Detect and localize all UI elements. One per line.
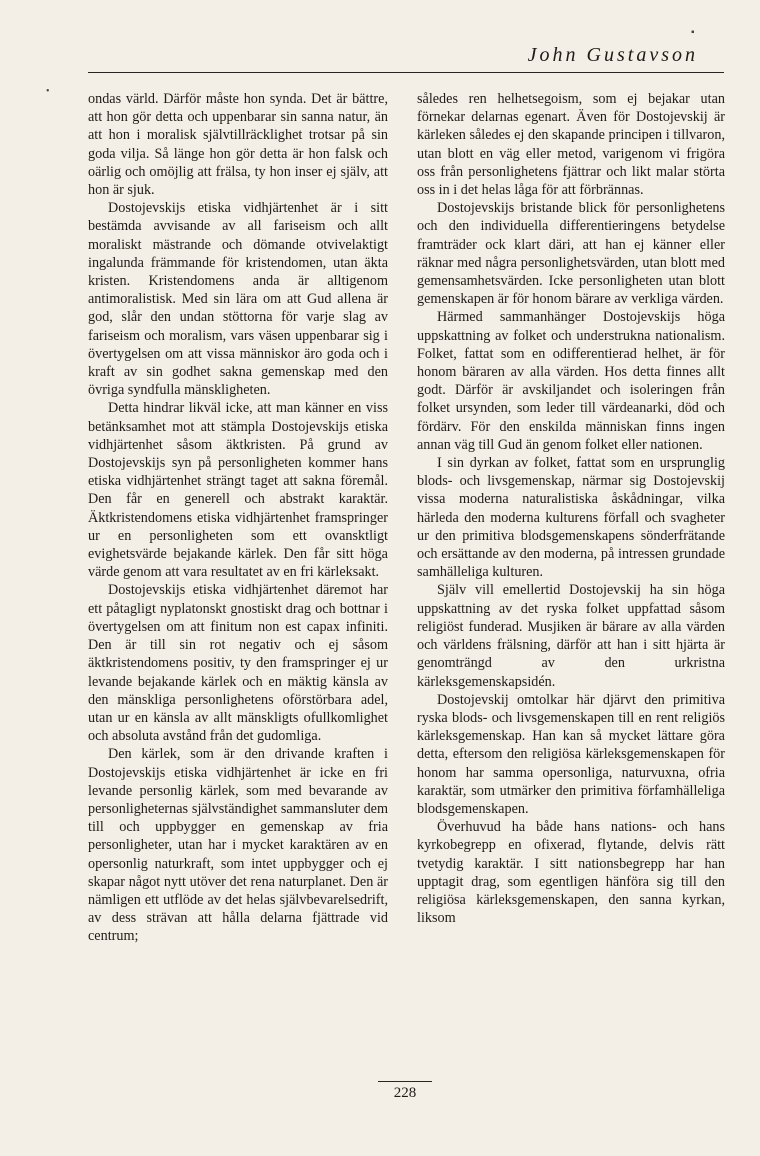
paragraph: Överhuvud ha både hans nations- och hans kyrkobegrepp en ofixerad, flytande, delvis rätt tvetydig karaktär. I sitt nationsbegrepp har han upptagit drag, som egentligen hänföra sig till den religiösa kärleksgemenskapen, den sanna kyrkan, liksom [417,819,725,927]
paragraph: Dostojevskijs etiska vidhjärtenhet är i sitt bestämda avvisande av all fariseism och allt moraliskt mästrande och dömande otvivelaktigt ingalunda främmande för kristendomen, utan äkta kristen. Kristendomens anda är alltigenom antimoralistisk. Med sin lära om att Gud allena är god, slår den undan stöttorna för varje slag av fariseism och moralism, vars väsen uppenbarar sig i övertygelsen om att vissa människor äro goda och i kraft av sin godhet sakna gemenskap med den övriga syndfulla mänskligheten. [88,200,388,399]
paragraph: Själv vill emellertid Dostojevskij ha sin höga uppskattning av det ryska folket uppfattad såsom religiöst funderad. Musjiken är bärare av alla värden och världens frälsning, därför att han i sitt hjärta är genomträngd av den urkristna kärleksgemenskapsidén. [417,582,725,690]
footer-rule [378,1081,432,1082]
running-header: John Gustavson [527,44,698,66]
margin-square: ▪ [691,27,695,38]
paragraph: ondas värld. Därför måste hon synda. Det är bättre, att hon gör detta och uppenbarar sin sanna natur, än att hon i moralisk självtillräcklighet trotsar på sin goda vilja. Så länge hon gör detta är hon falsk och oärlig och omöjlig att frälsa, ty hon inser ej själv, att hon är sjuk. [88,91,388,199]
paragraph: Dostojevskijs etiska vidhjärtenhet däremot har ett påtagligt nyplatonskt gnostiskt drag och bottnar i övertygelsen om att finitum non est capax infiniti. Den är till sin rot negativ och ej såsom äktkristendomens positiv, ty den framspringer ej ur levande bejakande kärlek och en mäktig känsla av den mänskliga personlighetens oförstörbara adel, utan ur en känsla av allt mänskligts ofullkomlighet och absoluta avstånd från det gudomliga. [88,582,388,745]
paragraph: Dostojevskijs bristande blick för personlighetens och den individuella differentieringens betydelse framträder ock klart däri, att han ej känner eller räknar med några personlighetsvärden, utan blott med gemensamhetsvärden. Icke personligheten utan blott gemenskapen är för honom bärare av verkliga värden. [417,200,725,308]
paragraph: Härmed sammanhänger Dostojevskijs höga uppskattning av folket och understrukna nationalism. Folket, fattat som en odifferentierad helhet, är för honom bäraren av alla värden. Hos detta finnes allt godt. Därför är avskiljandet och isoleringen från folket ursynden, som leder till värdeanarki, död och fördärv. För den enskilda människan finns ingen annan väg till Gud än genom folket eller nationen. [417,309,725,453]
paragraph: således ren helhetsegoism, som ej bejakar utan förnekar delarnas egenart. Även för Dostojevskij är kärleken således ej den skapande principen i tillvaron, utan blott en väg eller metod, varigenom vi frigöra oss från personlighetens fjättrar och likt malar störta oss in i det helas låga för att förbrännas. [417,91,725,199]
paragraph: Dostojevskij omtolkar här djärvt den primitiva ryska blods- och livsgemenskapen till en rent religiös kärleksgemenskap. Han kan så mycket lättare göra detta, eftersom den religiösa kärleksgemenskapen för honom har samma opersonliga, naturvuxna, ofria karaktär, som utmärker den primitiva förfamhälleliga blodsgemenskapen. [417,691,725,817]
page-number: 228 [393,1085,417,1101]
margin-dot: • [46,86,50,97]
paragraph: Den kärlek, som är den drivande kraften i Dostojevskijs etiska vidhjärtenhet är icke en fri levande personlig kärlek, som med bevarande av personligheternas självständighet sammansluter dem till och uppbygger en gemenskap av fria personligheter, utan har i mycket karaktären av en opersonlig naturkraft, som intet uppbygger och ej skapar något nytt utöver det rena naturplanet. Den är nämligen ett utflöde av det helas självbevarelsedrift, av dess strävan att hålla delarna fjättrade vid centrum; [88,746,388,945]
paragraph: I sin dyrkan av folket, fattat som en ursprunglig blods- och livsgemenskap, närmar sig Dostojevskij vissa moderna naturalistiska åskådningar, vilka härleda den moderna kulturens förfall och svagheter ur den primitiva blodsgemenskapens sönderfrätande och ersättande av den moderna, på intressen grundade samhälleliga kulturen. [417,455,725,581]
paragraph: Detta hindrar likväl icke, att man känner en viss betänksamhet mot att stämpla Dostojevskijs etiska vidhjärtenhet såsom äktkristen. På grund av Dostojevskijs syn på personligheten kommer hans etiska vidhjärtenhet strängt taget att sakna föremål. Den får en generell och abstrakt karaktär. Äktkristendomens etiska vidhjärtenhet framspringer ur en personligheten som ett ovansktligt evighetsvärde bejakande kärlek. Den får sitt höga värde genom att vara resultatet av en fri kärleksakt. [88,400,388,581]
right-column [417,90,725,927]
left-column [88,90,388,946]
header-rule [88,72,724,73]
